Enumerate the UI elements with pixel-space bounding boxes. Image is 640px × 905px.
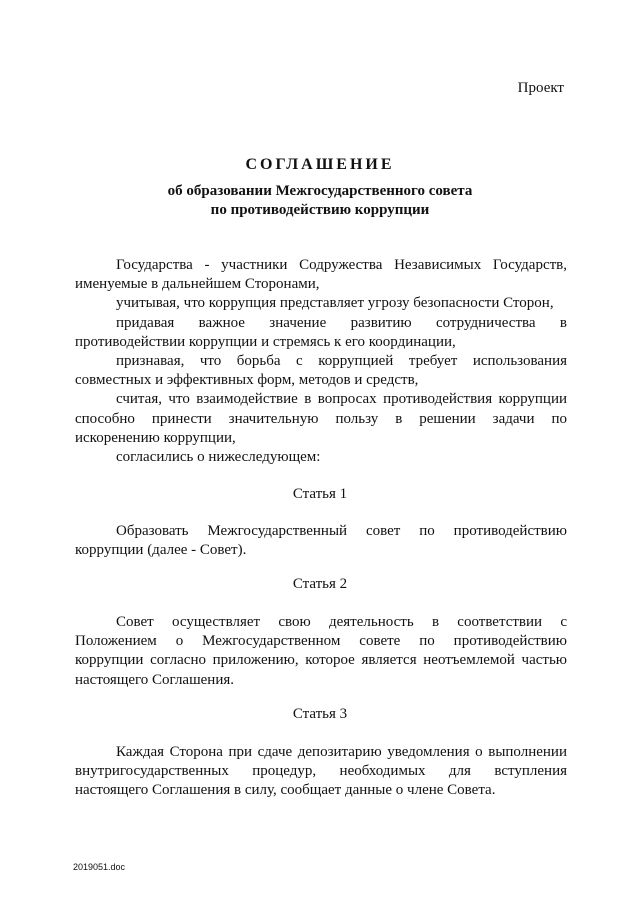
preamble-line: считая, что взаимодействие в вопросах противодействия коррупции <box>116 391 567 408</box>
article-3-text <box>75 743 567 801</box>
article-2-heading: Статья 2 <box>292 576 348 592</box>
preamble-line: придавая важное значение развитию сотрудничества в <box>116 314 567 331</box>
article-line: внутригосударственных процедур, необходимых для вступления <box>75 763 567 780</box>
article-line: коррупции согласно приложению, которое является неотъемлемой частью <box>75 652 567 669</box>
document-title: СОГЛАШЕНИЕ <box>245 156 395 173</box>
preamble-line: согласились о нижеследующем: <box>116 449 321 466</box>
article-1-heading: Статья 1 <box>292 486 348 502</box>
article-line: Каждая Сторона при сдаче депозитарию уведомления о выполнении <box>116 744 567 760</box>
subtitle-line-2: по противодействию коррупции <box>210 202 430 218</box>
article-line: настоящего Соглашения в силу, сообщает данные о члене Совета. <box>75 782 496 799</box>
preamble-line: именуемые в дальнейшем Сторонами, <box>75 276 320 293</box>
article-line: коррупции (далее - Совет). <box>75 542 247 559</box>
document-subtitle <box>0 182 640 220</box>
preamble <box>75 256 567 467</box>
preamble-line: Государства - участники Содружества Независимых Государств, <box>116 257 567 273</box>
preamble-line: искоренению коррупции, <box>75 429 236 446</box>
article-line: Образовать Межгосударственный совет по противодействию <box>116 523 567 539</box>
preamble-line: способно принести значительную пользу в решении задачи по <box>75 410 567 427</box>
draft-label: Проект <box>517 80 564 96</box>
subtitle-line-1: об образовании Межгосударственного совета <box>167 183 473 199</box>
article-line: Совет осуществляет свою деятельность в соответствии с <box>116 614 567 630</box>
preamble-line: признавая, что борьба с коррупцией требует использования <box>116 353 567 370</box>
preamble-line: совместных и эффективных форм, методов и средств, <box>75 372 419 389</box>
article-line: настоящего Соглашения. <box>75 671 235 688</box>
preamble-line: учитывая, что коррупция представляет угрозу безопасности Сторон, <box>116 295 554 312</box>
article-2-text <box>75 613 567 690</box>
article-3-heading: Статья 3 <box>292 706 348 722</box>
article-line: Положением о Межгосударственном совете по противодействию <box>75 633 567 650</box>
preamble-line: противодействии коррупции и стремясь к его координации, <box>75 333 456 350</box>
footer-filename: 2019051.doc <box>73 862 126 872</box>
article-1-text <box>75 522 567 560</box>
